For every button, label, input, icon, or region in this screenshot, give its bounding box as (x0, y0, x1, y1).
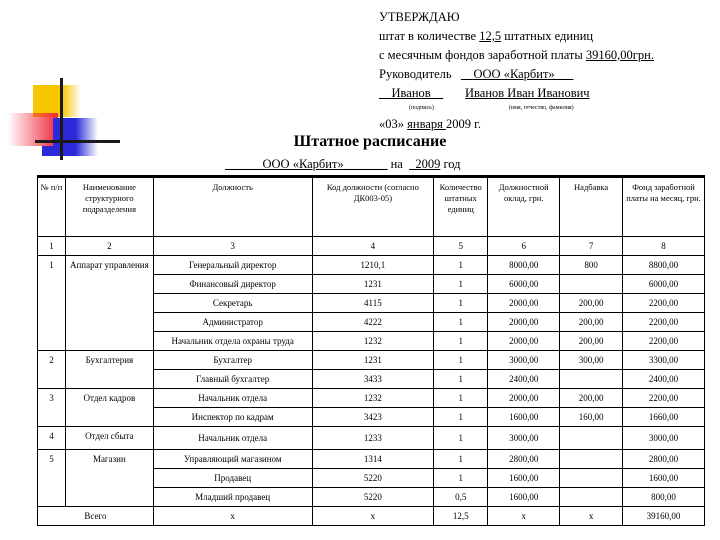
table-cell: 2400,00 (488, 370, 560, 389)
table-cell: 3423 (312, 408, 434, 427)
column-number: 2 (65, 237, 153, 256)
table-cell: Начальник отдела (153, 427, 312, 450)
signature: __Иванов__ (379, 86, 444, 100)
column-header: Фонд заработной платы на месяц, грн. (623, 178, 705, 237)
table-cell (560, 450, 623, 469)
total-cell: х (153, 507, 312, 526)
department-name: Магазин (65, 450, 153, 507)
org-name: __ООО «Карбит»___ (460, 67, 574, 81)
column-header: Надбавка (560, 178, 623, 237)
table-cell (560, 427, 623, 450)
table-cell: 1231 (312, 275, 434, 294)
column-header: Должностной оклад, грн. (488, 178, 560, 237)
table-cell: 2800,00 (623, 450, 705, 469)
total-label: Всего (38, 507, 154, 526)
table-cell: 2200,00 (623, 332, 705, 351)
table-cell: 2800,00 (488, 450, 560, 469)
table-cell: 1 (434, 450, 488, 469)
table-cell: Продавец (153, 469, 312, 488)
text: штат в количестве (379, 29, 480, 43)
column-header: Код должности (согласно ДК003-05) (312, 178, 434, 237)
table-cell: 1600,00 (488, 488, 560, 507)
table-cell: Администратор (153, 313, 312, 332)
subtitle-year: _2009 (409, 157, 441, 171)
table-cell: 1 (434, 351, 488, 370)
column-number: 5 (434, 237, 488, 256)
column-header: Количество штатных единиц (434, 178, 488, 237)
signature-caption: (подпись) (409, 105, 434, 111)
column-number: 3 (153, 237, 312, 256)
total-cell: х (488, 507, 560, 526)
table-row (38, 389, 705, 408)
department-name: Аппарат управления (65, 256, 153, 351)
table-cell: 3300,00 (623, 351, 705, 370)
text: Руководитель (379, 67, 455, 81)
table-cell: 1600,00 (488, 469, 560, 488)
staff-table (37, 177, 705, 526)
table-cell: 1231 (312, 351, 434, 370)
table-cell: 1 (434, 389, 488, 408)
table-cell: 1 (434, 275, 488, 294)
table-cell: 1 (434, 256, 488, 275)
table-cell: 800 (560, 256, 623, 275)
date-year: 2009 г. (445, 117, 481, 131)
units-value: 12,5 (479, 29, 502, 43)
column-number: 8 (623, 237, 705, 256)
text: год (440, 157, 461, 171)
table-cell (560, 488, 623, 507)
total-cell: х (560, 507, 623, 526)
table-cell: 2400,00 (623, 370, 705, 389)
table-cell: 5220 (312, 469, 434, 488)
table-cell: 2000,00 (488, 313, 560, 332)
table-cell: 1600,00 (488, 408, 560, 427)
table-cell: 1 (434, 408, 488, 427)
text: на (387, 157, 406, 171)
table-cell: 1 (434, 332, 488, 351)
table-cell: 1 (434, 469, 488, 488)
table-cell: 1 (434, 313, 488, 332)
table-cell: 4222 (312, 313, 434, 332)
column-number: 6 (488, 237, 560, 256)
text: штатных единиц (501, 29, 594, 43)
table-cell: 3000,00 (488, 351, 560, 370)
table-cell: 1600,00 (623, 469, 705, 488)
table-cell: 4115 (312, 294, 434, 313)
total-cell: 39160,00 (623, 507, 705, 526)
table-cell: 1660,00 (623, 408, 705, 427)
table-row (38, 351, 705, 370)
table-cell: Секретарь (153, 294, 312, 313)
table-cell: 1314 (312, 450, 434, 469)
table-cell: 160,00 (560, 408, 623, 427)
table-cell: 1232 (312, 389, 434, 408)
table-cell: 200,00 (560, 389, 623, 408)
table-cell: Финансовый директор (153, 275, 312, 294)
table-cell: 2000,00 (488, 332, 560, 351)
table-cell (560, 275, 623, 294)
column-header: Наименование структурного подразделения (65, 178, 153, 237)
table-cell: 200,00 (560, 332, 623, 351)
name-caption: (имя, отчество, фамилия) (508, 105, 574, 111)
table-cell: 200,00 (560, 294, 623, 313)
column-header: Должность (153, 178, 312, 237)
table-cell: Главный бухгалтер (153, 370, 312, 389)
table-cell: 200,00 (560, 313, 623, 332)
table-row (38, 427, 705, 450)
department-name: Отдел сбыта (65, 427, 153, 450)
table-cell: 3000,00 (488, 427, 560, 450)
table-cell (560, 370, 623, 389)
table-cell: Младший продавец (153, 488, 312, 507)
table-cell: 3000,00 (623, 427, 705, 450)
column-number: 4 (312, 237, 434, 256)
subtitle-org: ______ООО «Карбит»_______ (225, 157, 388, 171)
director-name: Иванов Иван Иванович (465, 86, 590, 100)
subtitle (225, 157, 461, 172)
table-cell: 6000,00 (623, 275, 705, 294)
page-title: Штатное расписание (293, 133, 447, 150)
column-numbers-row (38, 237, 705, 256)
approval-block (379, 8, 654, 134)
department-name: Бухгалтерия (65, 351, 153, 389)
department-number: 1 (38, 256, 66, 351)
table-cell: 0,5 (434, 488, 488, 507)
table-row (38, 256, 705, 275)
table-cell: Начальник отдела охраны труда (153, 332, 312, 351)
table-cell: 2200,00 (623, 313, 705, 332)
table-cell: 2200,00 (623, 294, 705, 313)
table-cell: 6000,00 (488, 275, 560, 294)
table-cell: Начальник отдела (153, 389, 312, 408)
table-cell: Инспектор по кадрам (153, 408, 312, 427)
table-cell (560, 469, 623, 488)
department-number: 5 (38, 450, 66, 507)
table-cell: Бухгалтер (153, 351, 312, 370)
table-cell: 2200,00 (623, 389, 705, 408)
table-cell: 5220 (312, 488, 434, 507)
table-cell: 1232 (312, 332, 434, 351)
table-cell: 1 (434, 427, 488, 450)
table-cell: 8800,00 (623, 256, 705, 275)
table-cell: 2000,00 (488, 294, 560, 313)
table-cell: 300,00 (560, 351, 623, 370)
department-number: 4 (38, 427, 66, 450)
date-day: «03» (379, 117, 408, 131)
table-cell: Управляющий магазином (153, 450, 312, 469)
table-cell: 1233 (312, 427, 434, 450)
table-cell: 1210,1 (312, 256, 434, 275)
table-row (38, 450, 705, 469)
department-number: 3 (38, 389, 66, 427)
column-header: № п/п (38, 178, 66, 237)
table-cell: 2000,00 (488, 389, 560, 408)
table-cell: 8000,00 (488, 256, 560, 275)
table-cell: Генеральный директор (153, 256, 312, 275)
approval-heading: УТВЕРЖДАЮ (379, 10, 460, 24)
column-number: 1 (38, 237, 66, 256)
department-number: 2 (38, 351, 66, 389)
table-cell: 800,00 (623, 488, 705, 507)
column-number: 7 (560, 237, 623, 256)
total-cell: 12,5 (434, 507, 488, 526)
department-name: Отдел кадров (65, 389, 153, 427)
total-row (38, 507, 705, 526)
date-month: января (407, 117, 446, 131)
fund-value: 39160,00грн. (585, 48, 654, 62)
total-cell: х (312, 507, 434, 526)
table-cell: 1 (434, 370, 488, 389)
text: с месячным фондов заработной платы (379, 48, 586, 62)
table-cell: 1 (434, 294, 488, 313)
table-cell: 3433 (312, 370, 434, 389)
